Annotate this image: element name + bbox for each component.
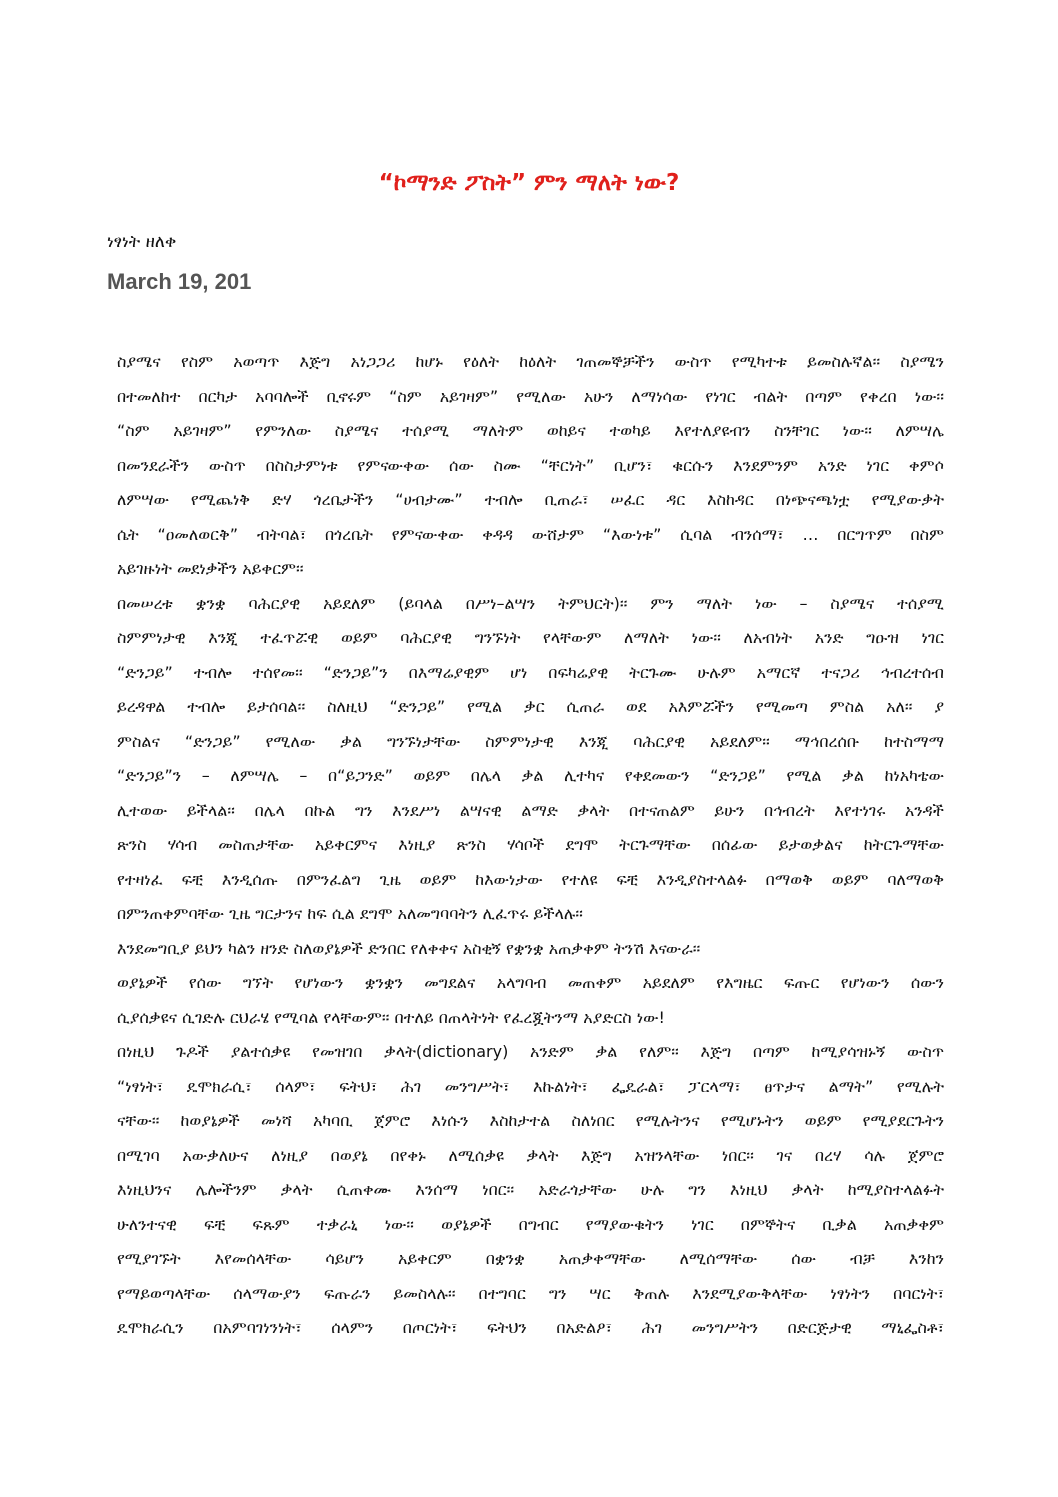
text-line: በሚገባ አውቃለሁና ለነዚያ በወያኔ በየቀኑ ለሚሰቃዩ ቃላት እጅግ አዝንላቸው ነበር፡፡ ገና በረሃ ሳሉ ጀምሮ: [117, 1145, 944, 1165]
text-line: እነዚህንና ሌሎችንም ቃላት ሲጠቀሙ እንሰማ ነበር፡፡ አድራጎታቸው ሁሉ ግን እነዚህ ቃላት ከሚያስተላልፉት: [117, 1180, 944, 1199]
text-line: ስምምነታዊ እንጂ ተፈጥሯዊ ወይም ባሕርያዊ ግንኙነት የላቸውም ለማለት ነው፡፡ ለአብነት አንድ ግዑዝ ነገር: [117, 628, 944, 647]
text-line: እንደመግቢያ ይህን ካልን ዘንድ ስለወያኔዎች ድንበር የለቀቀና አስቂኝ የቋንቋ አጠቃቀም ትንሽ እናውራ፡፡: [117, 938, 701, 958]
text-line: ሴት “ዐመለወርቅ” ብትባል፣ በጎረቤት የምናውቀው ቀዳዳ ውሸታም “እውነቱ” ሲባል ብንሰማ፣ … በርግጥም በስም: [117, 524, 944, 544]
article-body: [117, 345, 944, 1346]
text-line: ሲያሰቃዩና ሲገድሉ ርህራሄ የሚባል የላቸውም፡፡ በተለይ በጠላትነት የፈረጇትንማ አያድርስ ነው!: [117, 1007, 665, 1027]
text-line: ሊተወው ይችላል፡፡ በሌላ በኩል ግን እንደሥነ ልሣናዊ ልማድ ቃላት በተናጠልም ይሁን በኅብረት እየተነገሩ አንዳች: [117, 800, 944, 820]
text-line: ሁለንተናዊ ፍቺ ፍጹም ተቃራኒ ነው፡፡ ወያኔዎች በግብር የማያውቁትን ነገር በምኞትና ቢቃል አጠቃቀም: [117, 1214, 944, 1234]
text-line: የተዛነፈ ፍቺ እንዲሰጡ በምንፈልግ ጊዜ ወይም ከእውነታው የተለዩ ፍቺ እንዲያስተላልፉ በማወቅ ወይም ባለማወቅ: [117, 869, 944, 889]
text-line: ናቸው፡፡ ከወያኔዎች መነሻ አካባቢ ጀምሮ እነሱን እስከታተል ስለነበር የሚሉትንና የሚሆኑትን ወይም የሚያደርጉትን: [117, 1111, 944, 1130]
text-line: የማይወጣላቸው ሰላማውያን ፍጡራን ይመስላሉ፡፡ በተግባር ግን ሣር ቅጠሉ እንደሚያውቅላቸው ነፃነትን በባርነት፣: [117, 1283, 944, 1303]
text-line: “ነፃነት፣ ዴሞክራሲ፣ ሰላም፣ ፍትህ፣ ሕገ መንግሥት፣ እኩልነት፣ ፌዴራል፣ ፓርላማ፣ ፀጥታና ልማት” የሚሉት: [117, 1076, 944, 1096]
text-line: ለምሣው የሚጨነቅ ድሃ ጎረቤታችን “ሀብታሙ” ተብሎ ቢጠራ፣ ሠፈር ዳር እስከዳር በነጭናጫነቷ የሚያውቃት: [117, 490, 944, 509]
paragraph: [117, 1035, 944, 1346]
text-line: ጽንስ ሃሳብ መስጠታቸው አይቀርምና እነዚያ ጽንስ ሃሳቦች ደግሞ ትርጉማቸው በሰፊው ይታወቃልና ከትርጉማቸው: [117, 835, 944, 854]
text-line: “ስም አይገዛም” የምንለው ስያሜና ተሰያሚ ማለትም ወከይና ተወካይ እየተለያዩብን ስንቸገር ነው፡፡ ለምሣሌ: [117, 421, 944, 440]
text-line: በመንደራችን ውስጥ በስስታምነቱ የምናውቀው ሰው ስሙ “ቸርነት” ቢሆን፣ ቁርሱን እንደምንም አንድ ነገር ቀምሶ: [117, 455, 944, 475]
paragraph: [117, 345, 944, 587]
paragraph: [117, 932, 944, 967]
text-line: ስያሜና የስም አወጣጥ እጅግ አነጋጋሪ ከሆኑ የዕለት ከዕለት ገጠመኞቻችን ውስጥ የሚካተቱ ይመስሉኛል፡፡ ስያሜን: [117, 352, 944, 371]
text-line: “ድንጋይ” ተብሎ ተሰየመ፡፡ “ድንጋይ”ን በእማሬያዊም ሆነ በፍካሬያዊ ትርጉሙ ሁሉም አማርኛ ተናጋሪ ኅብረተሰብ: [117, 662, 944, 682]
text-line: ምስልና “ድንጋይ” የሚለው ቃል ግንኙነታቸው ስምምነታዊ እንጂ ባሕርያዊ አይደለም፡፡ ማኅበረሰቡ ከተስማማ: [117, 731, 944, 751]
author-name: ነፃነት ዘለቀ: [107, 232, 177, 252]
text-line: “ድንጋይ”ን – ለምሣሌ – በ“ይጋንድ” ወይም በሌላ ቃል ሊተካና የቀደመውን “ድንጋይ” የሚል ቃል ከነአካቴው: [117, 766, 944, 785]
text-line: ዴሞክራሲን በአምባገነንነት፣ ሰላምን በጦርነት፣ ፍትህን በአድልዖ፣ ሕገ መንግሥትን በድርጅታዊ ማኒፌስቶ፣: [117, 1318, 944, 1337]
text-line: ይረዳዋል ተብሎ ይታሰባል፡፡ ስለዚህ “ድንጋይ” የሚል ቃር ሲጠራ ወደ አእምሯችን የሚመጣ ምስል አለ፡፡ ያ: [117, 697, 944, 716]
text-line: በነዚህ ጉዶች ያልተሰቃዩ የመዝገበ ቃላት(dictionary) አንድም ቃል የለም፡፡ እጅግ በጣም ከሚያሳዝኑኝ ውስጥ: [117, 1042, 944, 1061]
article-title: “ኮማንድ ፖስት” ምን ማለት ነው?: [378, 170, 680, 196]
text-line: በምንጠቀምባቸው ጊዜ ግርታንና ከፍ ሲል ደግሞ አለመግባባትን ሊፈጥሩ ይችላሉ፡፡: [117, 904, 583, 923]
text-line: አይገዙነት መደነቃችን አይቀርም፡፡: [117, 559, 304, 578]
paragraph: [117, 587, 944, 932]
text-line: የሚያገኙት እየመሰላቸው ሳይሆን አይቀርም በቋንቋ አጠቃቀማቸው ለሚሰማቸው ሰው ብቻ እንከን: [117, 1249, 944, 1268]
paragraph: [117, 966, 944, 1035]
text-line: ወያኔዎች የሰው ግኘት የሆነውን ቋንቋን መግደልና አላግባብ መጠቀም አይደለም የእግዜር ፍጡር የሆነውን ሰውን: [117, 973, 944, 992]
publish-date: March 19, 201: [107, 269, 252, 294]
text-line: በመሠረቱ ቋንቋ ባሕርያዊ አይደለም (ይባላል በሥነ–ልሣን ትምህርት)፡፡ ምን ማለት ነው – ስያሜና ተሰያሚ: [117, 593, 944, 613]
text-line: በተመለከተ በርካታ አባባሎች ቢኖሩም “ስም አይገዛም” የሚለው አሁን ለማነሳው የነገር ብልት በጣም የቀረበ ነው፡፡: [117, 386, 944, 406]
